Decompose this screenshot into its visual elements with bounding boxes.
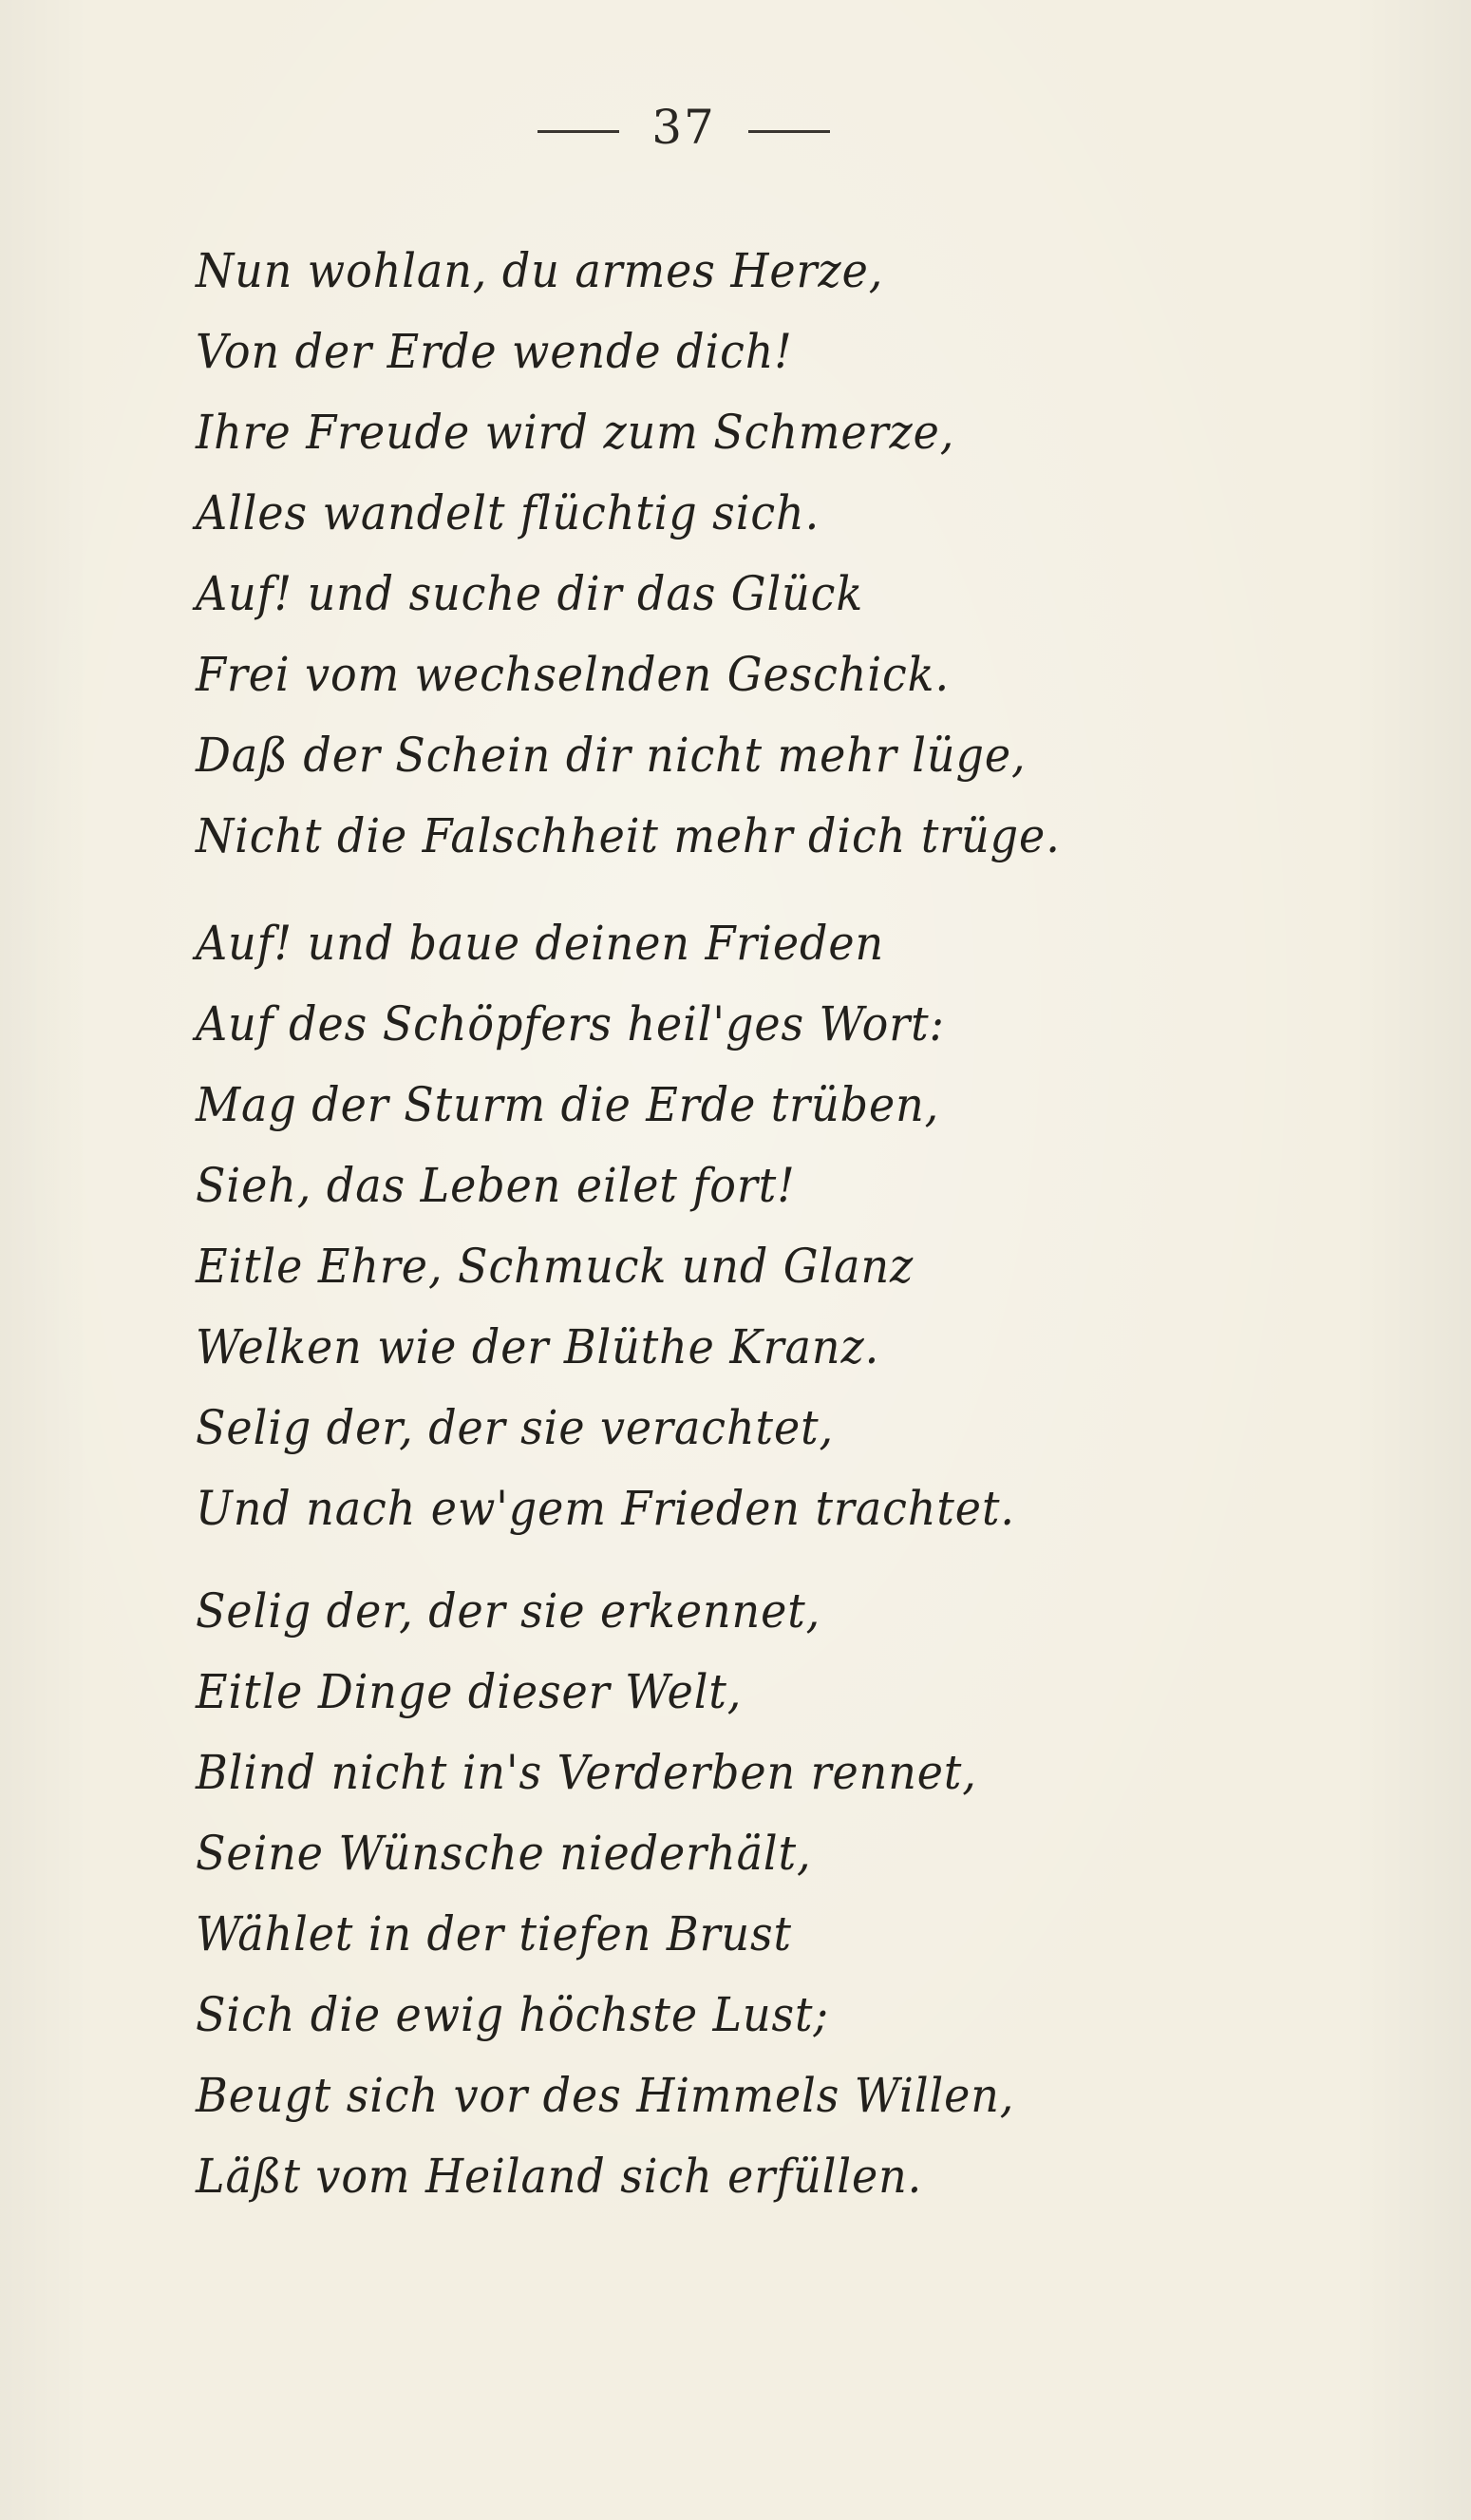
stanza-1 [196, 231, 1136, 877]
verse-line: Auf des Schöpfers heil'ges Wort: [196, 996, 945, 1052]
verse-line: Wählet in der tiefen Brust [196, 1906, 792, 1961]
verse-line: Daß der Schein dir nicht mehr lüge, [196, 728, 1027, 783]
verse-line: Auf! und suche dir das Glück [196, 566, 864, 621]
stanza-3 [196, 1571, 1085, 2217]
verse-line: Selig der, der sie verachtet, [196, 1400, 835, 1455]
left-dash-ornament [537, 130, 619, 133]
verse-line: Eitle Dinge dieser Welt, [196, 1664, 743, 1719]
verse-line: Frei vom wechselnden Geschick. [196, 647, 951, 702]
verse-line: Seine Wünsche niederhält, [196, 1826, 812, 1881]
verse-line: Von der Erde wende dich! [196, 324, 793, 379]
page-number: 37 [651, 100, 716, 155]
verse-line: Beugt sich vor des Himmels Willen, [196, 2068, 1015, 2123]
verse-line: Nicht die Falschheit mehr dich trüge. [196, 808, 1061, 863]
verse-line: Mag der Sturm die Erde trüben, [196, 1077, 940, 1132]
verse-line: Sieh, das Leben eilet fort! [196, 1158, 796, 1213]
verse-line: Ihre Freude wird zum Schmerze, [196, 405, 955, 460]
verse-line: Alles wandelt flüchtig sich. [196, 485, 820, 540]
verse-line: Eitle Ehre, Schmuck und Glanz [196, 1239, 915, 1294]
verse-line: Blind nicht in's Verderben rennet, [196, 1745, 977, 1800]
page-header [0, 100, 1367, 155]
verse-line: Welken wie der Blüthe Kranz. [196, 1319, 880, 1374]
right-dash-ornament [748, 130, 830, 133]
verse-line: Läßt vom Heiland sich erfüllen. [196, 2149, 923, 2204]
verse-line: Und nach ew'gem Frieden trachtet. [196, 1481, 1015, 1536]
verse-line: Auf! und baue deinen Frieden [196, 916, 885, 971]
stanza-2 [196, 903, 1086, 1549]
verse-line: Selig der, der sie erkennet, [196, 1583, 821, 1639]
verse-line: Sich die ewig höchste Lust; [196, 1987, 829, 2042]
verse-line: Nun wohlan, du armes Herze, [196, 243, 884, 298]
